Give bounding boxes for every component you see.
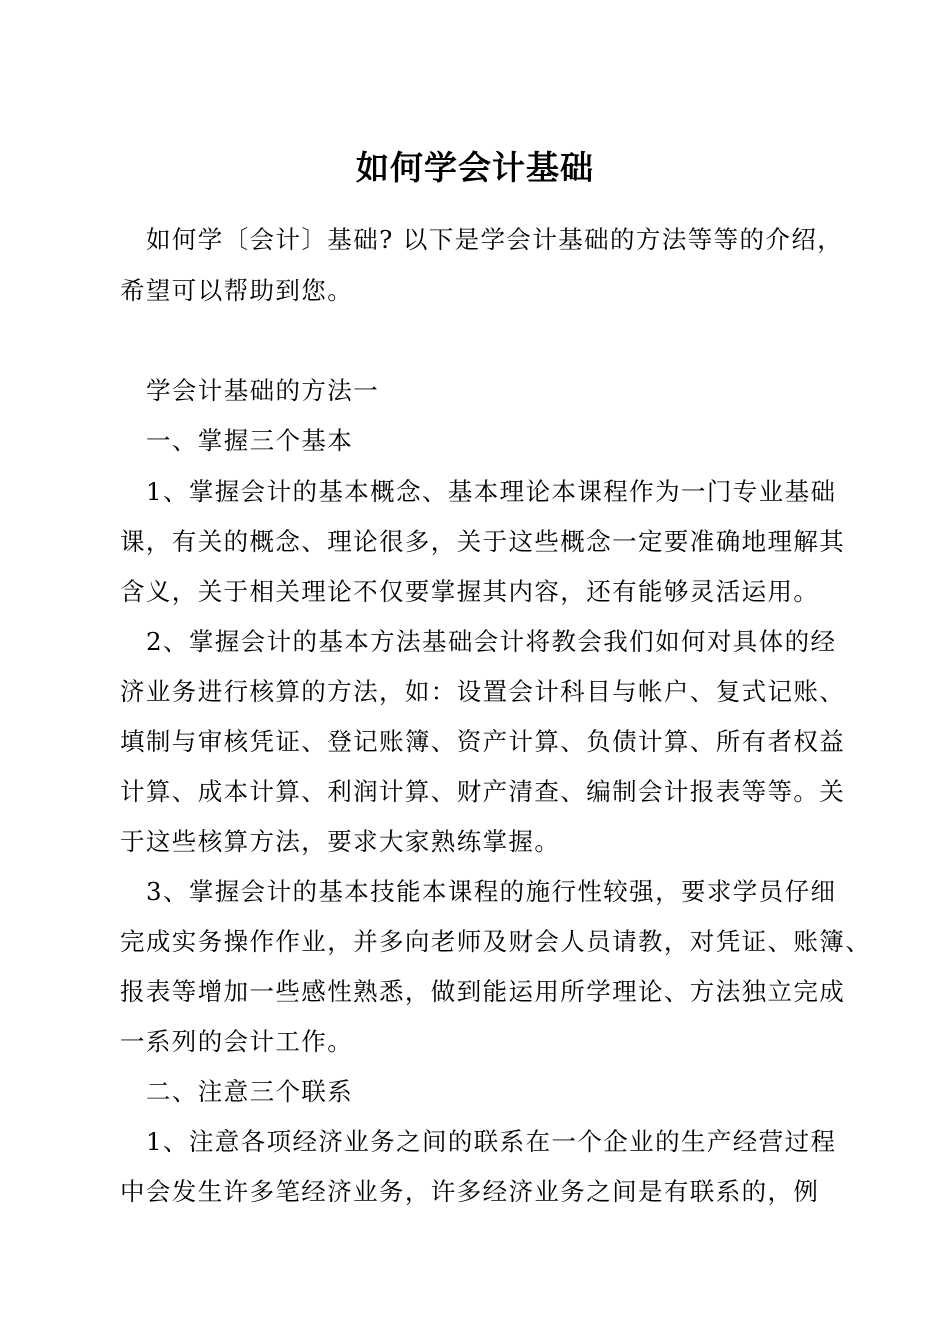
intro-line-2: 希望可以帮助到您。 [120,276,354,305]
paragraph-line: 报表等增加一些感性熟悉，做到能运用所学理论、方法独立完成 [120,977,846,1006]
subheading-1: 一、掌握三个基本 [146,426,354,455]
document-title: 如何学会计基础 [356,148,594,187]
paragraph-line: 2、掌握会计的基本方法基础会计将教会我们如何对具体的经 [146,627,837,656]
subheading-2: 二、注意三个联系 [146,1077,354,1106]
intro-line-1: 如何学〔会计〕基础? 以下是学会计基础的方法等等的介绍， [146,225,844,254]
paragraph-line: 课，有关的概念、理论很多，关于这些概念一定要准确地理解其 [120,527,846,556]
paragraph-line: 计算、成本计算、利润计算、财产清查、编制会计报表等等。关 [120,777,846,806]
paragraph-line: 填制与审核凭证、登记账簿、资产计算、负债计算、所有者权益 [120,727,846,756]
paragraph-line: 完成实务操作作业，并多向老师及财会人员请教，对凭证、账簿、 [120,927,872,956]
paragraph-line: 一系列的会计工作。 [120,1027,354,1056]
section-heading: 学会计基础的方法一 [146,376,380,405]
paragraph-line: 济业务进行核算的方法，如：设置会计科目与帐户、复式记账、 [120,677,846,706]
paragraph-line: 1、注意各项经济业务之间的联系在一个企业的生产经营过程 [146,1127,837,1156]
paragraph-line: 3、掌握会计的基本技能本课程的施行性较强，要求学员仔细 [146,877,837,906]
paragraph-line: 中会发生许多笔经济业务，许多经济业务之间是有联系的，例 [120,1177,820,1206]
paragraph-line: 含义，关于相关理论不仅要掌握其内容，还有能够灵活运用。 [120,577,820,606]
paragraph-line: 1、掌握会计的基本概念、基本理论本课程作为一门专业基础 [146,477,837,506]
paragraph-line: 于这些核算方法，要求大家熟练掌握。 [120,827,561,856]
